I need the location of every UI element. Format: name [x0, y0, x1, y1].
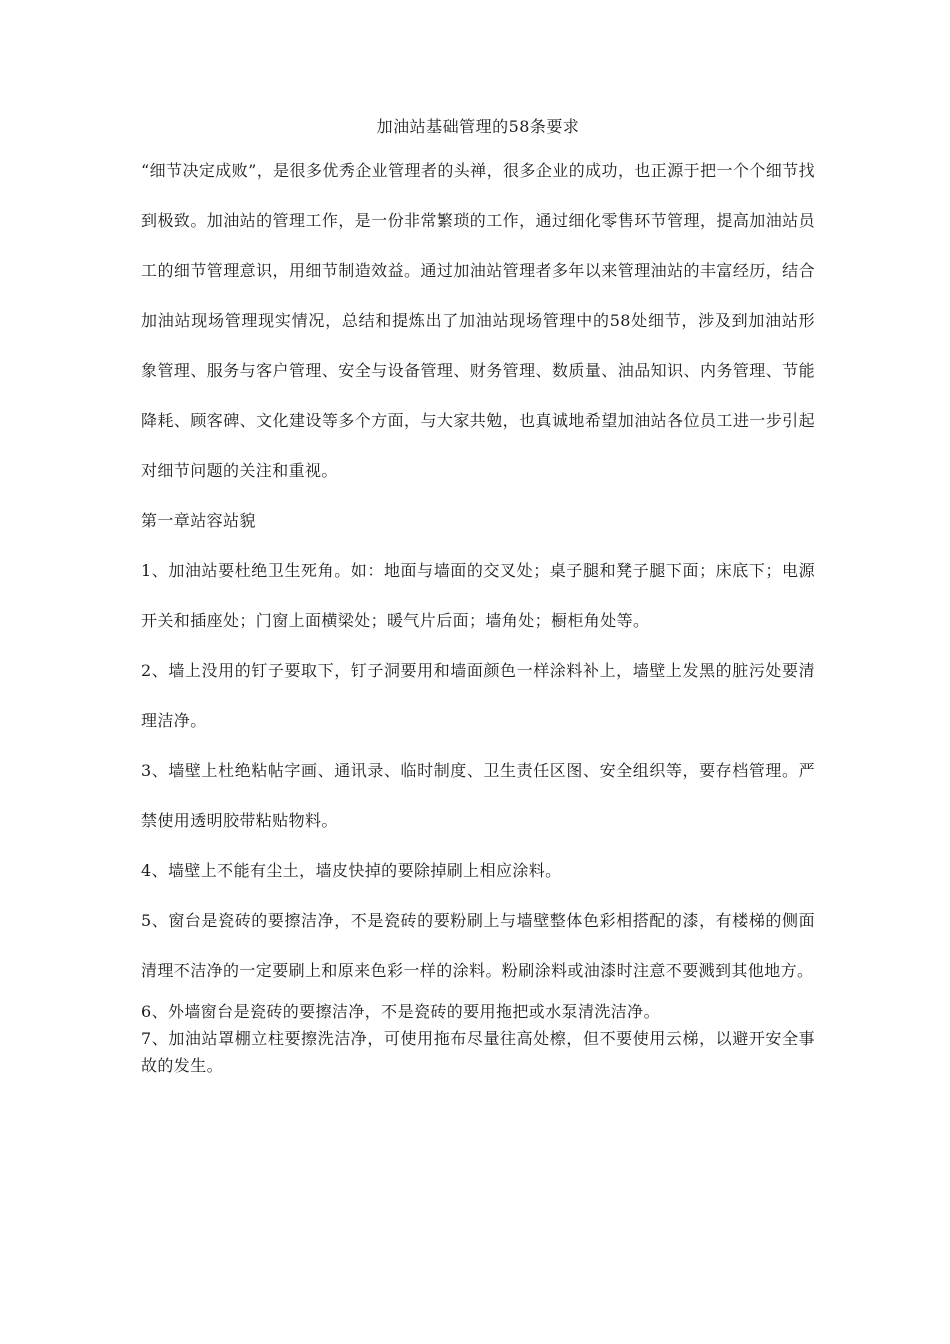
- intro-paragraph: “细节决定成败”，是很多优秀企业管理者的头禅，很多企业的成功，也正源于把一个个细节找到极致。加油站的管理工作，是一份非常繁琐的工作，通过细化零售环节管理，提高加油站员工的细节管理意识，用细节制造效益。通过加油站管理者多年以来管理油站的丰富经历，结合加油站现场管理现实情况，总结和提炼出了加油站现场管理中的58处细节，涉及到加油站形象管理、服务与客户管理、安全与设备管理、财务管理、数质量、油品知识、内务管理、节能降耗、顾客碑、文化建设等多个方面，与大家共勉，也真诚地希望加油站各位员工进一步引起对细节问题的关注和重视。: [141, 161, 815, 480]
- list-item-4: 4、墙壁上不能有尘土，墙皮快掉的要除掉刷上相应涂料。: [141, 861, 562, 880]
- list-item-6: 6、外墙窗台是瓷砖的要擦洁净，不是瓷砖的要用拖把或水泵清洗洁净。: [141, 1002, 660, 1021]
- chapter-heading: 第一章站容站貌: [141, 511, 256, 530]
- list-item-1: 1、加油站要杜绝卫生死角。如：地面与墙面的交叉处；桌子腿和凳子腿下面；床底下；电源开关和插座处；门窗上面横梁处；暖气片后面；墙角处；橱柜角处等。: [141, 561, 815, 630]
- list-item-2: 2、墙上没用的钉子要取下，钉子洞要用和墙面颜色一样涂料补上，墙壁上发黑的脏污处要清理洁净。: [141, 661, 815, 730]
- document-title: 加油站基础管理的58条要求: [376, 117, 580, 136]
- list-item-7: 7、加油站罩棚立柱要擦洗洁净，可使用拖布尽量往高处檫，但不要使用云梯，以避开安全事故的发生。: [141, 1029, 815, 1075]
- document-page: [141, 112, 815, 1079]
- list-item-3: 3、墙壁上杜绝粘帖字画、通讯录、临时制度、卫生责任区图、安全组织等，要存档管理。严禁使用透明胶带粘贴物料。: [141, 761, 815, 830]
- list-item-5: 5、窗台是瓷砖的要擦洁净，不是瓷砖的要粉刷上与墙壁整体色彩相搭配的漆，有楼梯的侧面清理不洁净的一定要刷上和原来色彩一样的涂料。粉刷涂料或油漆时注意不要溅到其他地方。: [141, 911, 815, 980]
